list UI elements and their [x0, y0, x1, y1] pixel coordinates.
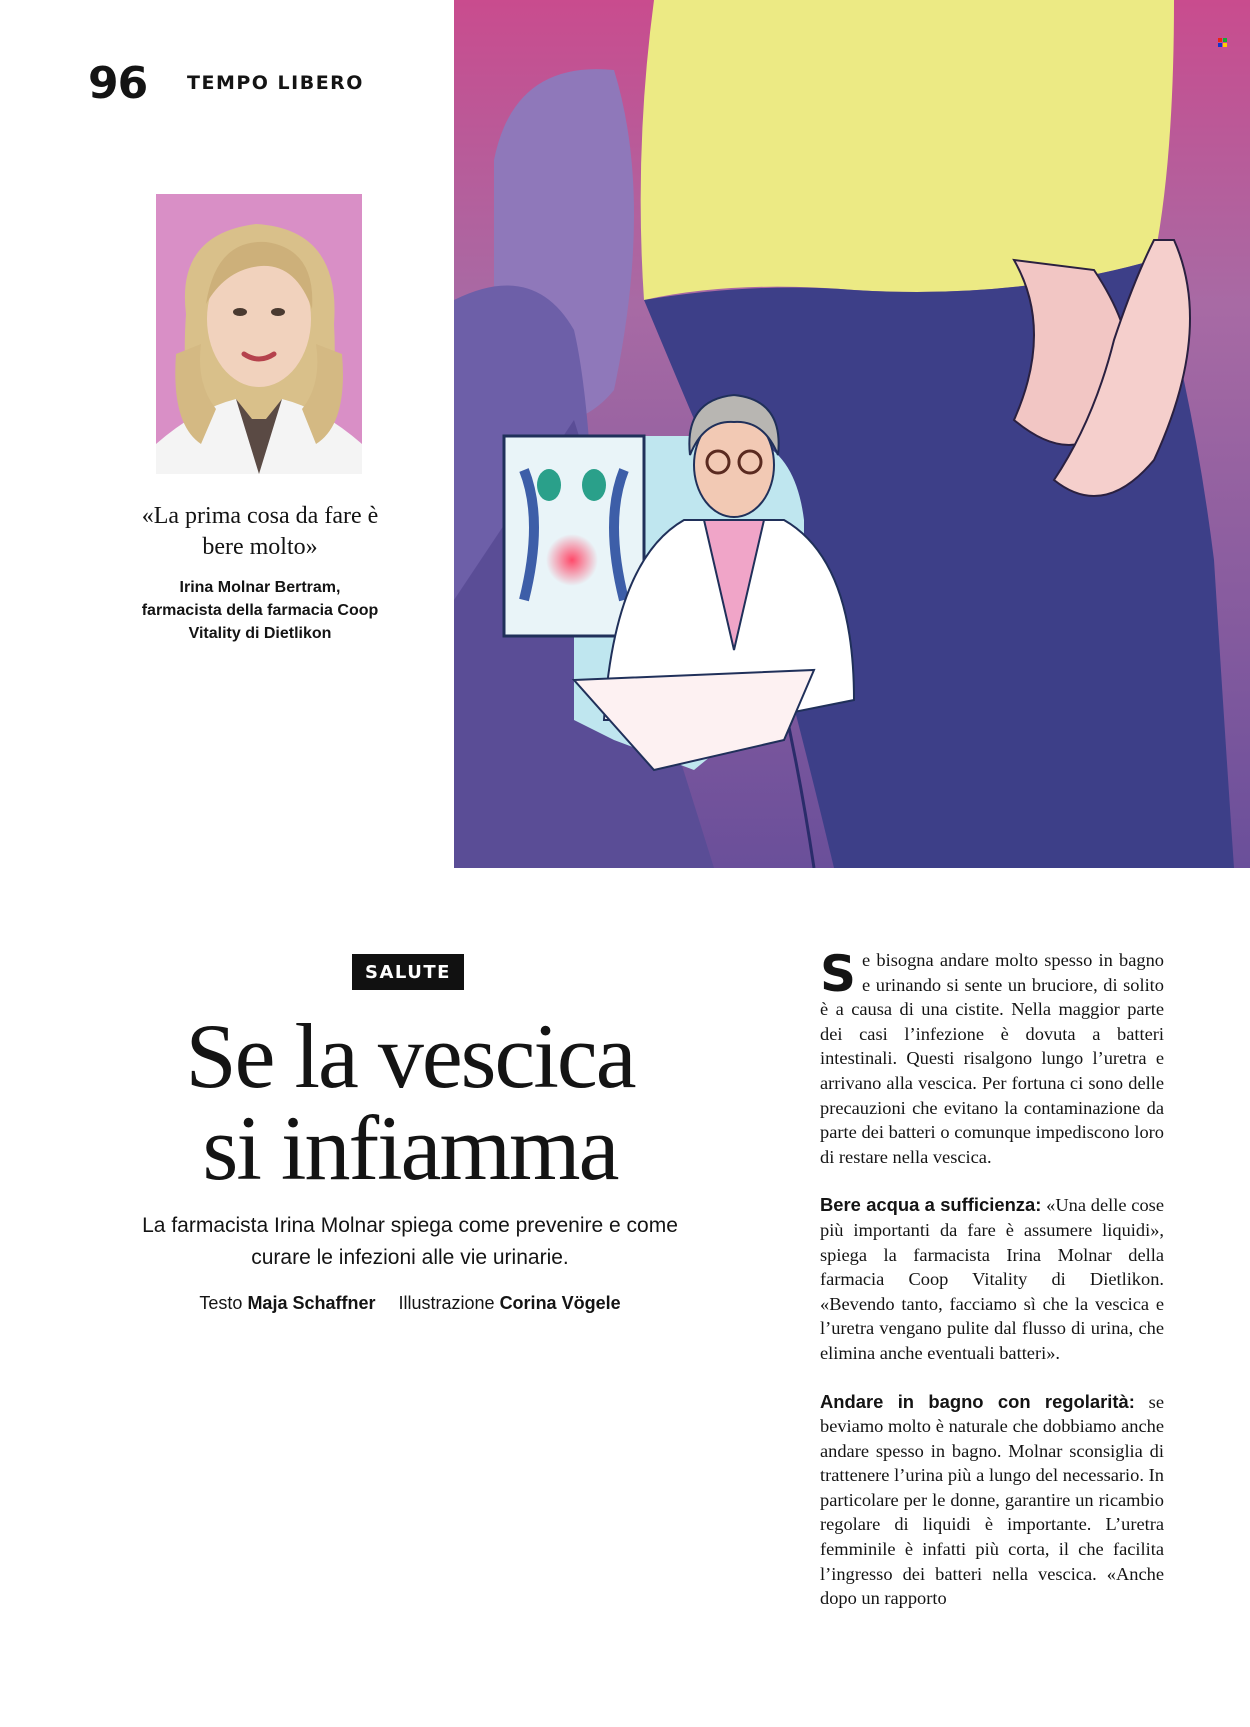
body-paragraph-bathroom — [820, 1390, 1164, 1611]
paragraph-lead: Andare in bagno con regolarità: — [820, 1390, 1135, 1412]
pharmacist-portrait — [156, 194, 362, 474]
byline — [120, 1293, 700, 1314]
byline-text-label: Testo — [199, 1293, 243, 1313]
article-title — [120, 1005, 700, 1199]
body-paragraph-hydration — [820, 1193, 1164, 1365]
paragraph-text: «Una delle cose più importanti da fare è assumere liquidi», spiega la farmacista Irina Molnar della farmacia Coop Vitality di Dietlikon. «Bevendo tanto, facciamo sì che la vescica e l’uretra vengano pulite dal flusso di urina, che elimina anche eventuali batteri». — [820, 1195, 1164, 1363]
article-standfirst: La farmacista Irina Molnar spiega come prevenire e come curare le infezioni alle vie urinarie. — [142, 1214, 678, 1269]
category-badge: SALUTE — [352, 954, 464, 990]
article-body — [820, 945, 1165, 1635]
drop-cap: S — [820, 945, 857, 1003]
section-title: TEMPO LIBERO — [187, 72, 364, 94]
byline-illustration-label: Illustrazione — [398, 1293, 495, 1313]
color-register-mark — [1218, 34, 1227, 43]
quote-credit-name: Irina Molnar Bertram, — [179, 579, 341, 596]
article-illustration — [454, 0, 1250, 868]
paragraph-text: se beviamo molto è naturale che dobbiamo anche andare spesso in bagno. Molnar sconsiglia di trattenere l’urina più a lungo del necessario. In particolare per le donne, garantire un ricambio regolare di liquidi è importante. L’uretra femminile è infatti più corta, il che facilita l’ingresso dei batteri nella vescica. «Anche dopo un rapporto — [820, 1391, 1165, 1609]
pull-quote: «La prima cosa da fare è bere molto» — [141, 503, 379, 560]
byline-text-author: Maja Schaffner — [247, 1293, 376, 1313]
byline-illustration-author: Corina Vögele — [499, 1293, 621, 1313]
quote-credit — [140, 576, 380, 645]
page-number: 96 — [88, 58, 148, 109]
body-paragraph-intro — [820, 945, 1164, 1169]
article-title-line-2: si infiamma — [202, 1097, 618, 1199]
article-title-line-1: Se la vescica — [185, 1005, 635, 1107]
intro-text: e bisogna andare molto spesso in bagno e urinando si sente un bruciore, di solito è a causa di una cistite. Nella maggior parte dei casi l’infezione è dovuta a batteri intestinali. Questi risalgono lungo l’uretra e arrivano alla vescica. Per fortuna ci sono delle precauzioni che evitano la contaminazione da parte dei batteri o comunque impediscono loro di restare nella vescica. — [820, 950, 1164, 1167]
paragraph-lead: Bere acqua a sufficienza: — [820, 1194, 1042, 1216]
quote-credit-role: farmacista della farmacia Coop Vitality di Dietlikon — [141, 602, 379, 642]
